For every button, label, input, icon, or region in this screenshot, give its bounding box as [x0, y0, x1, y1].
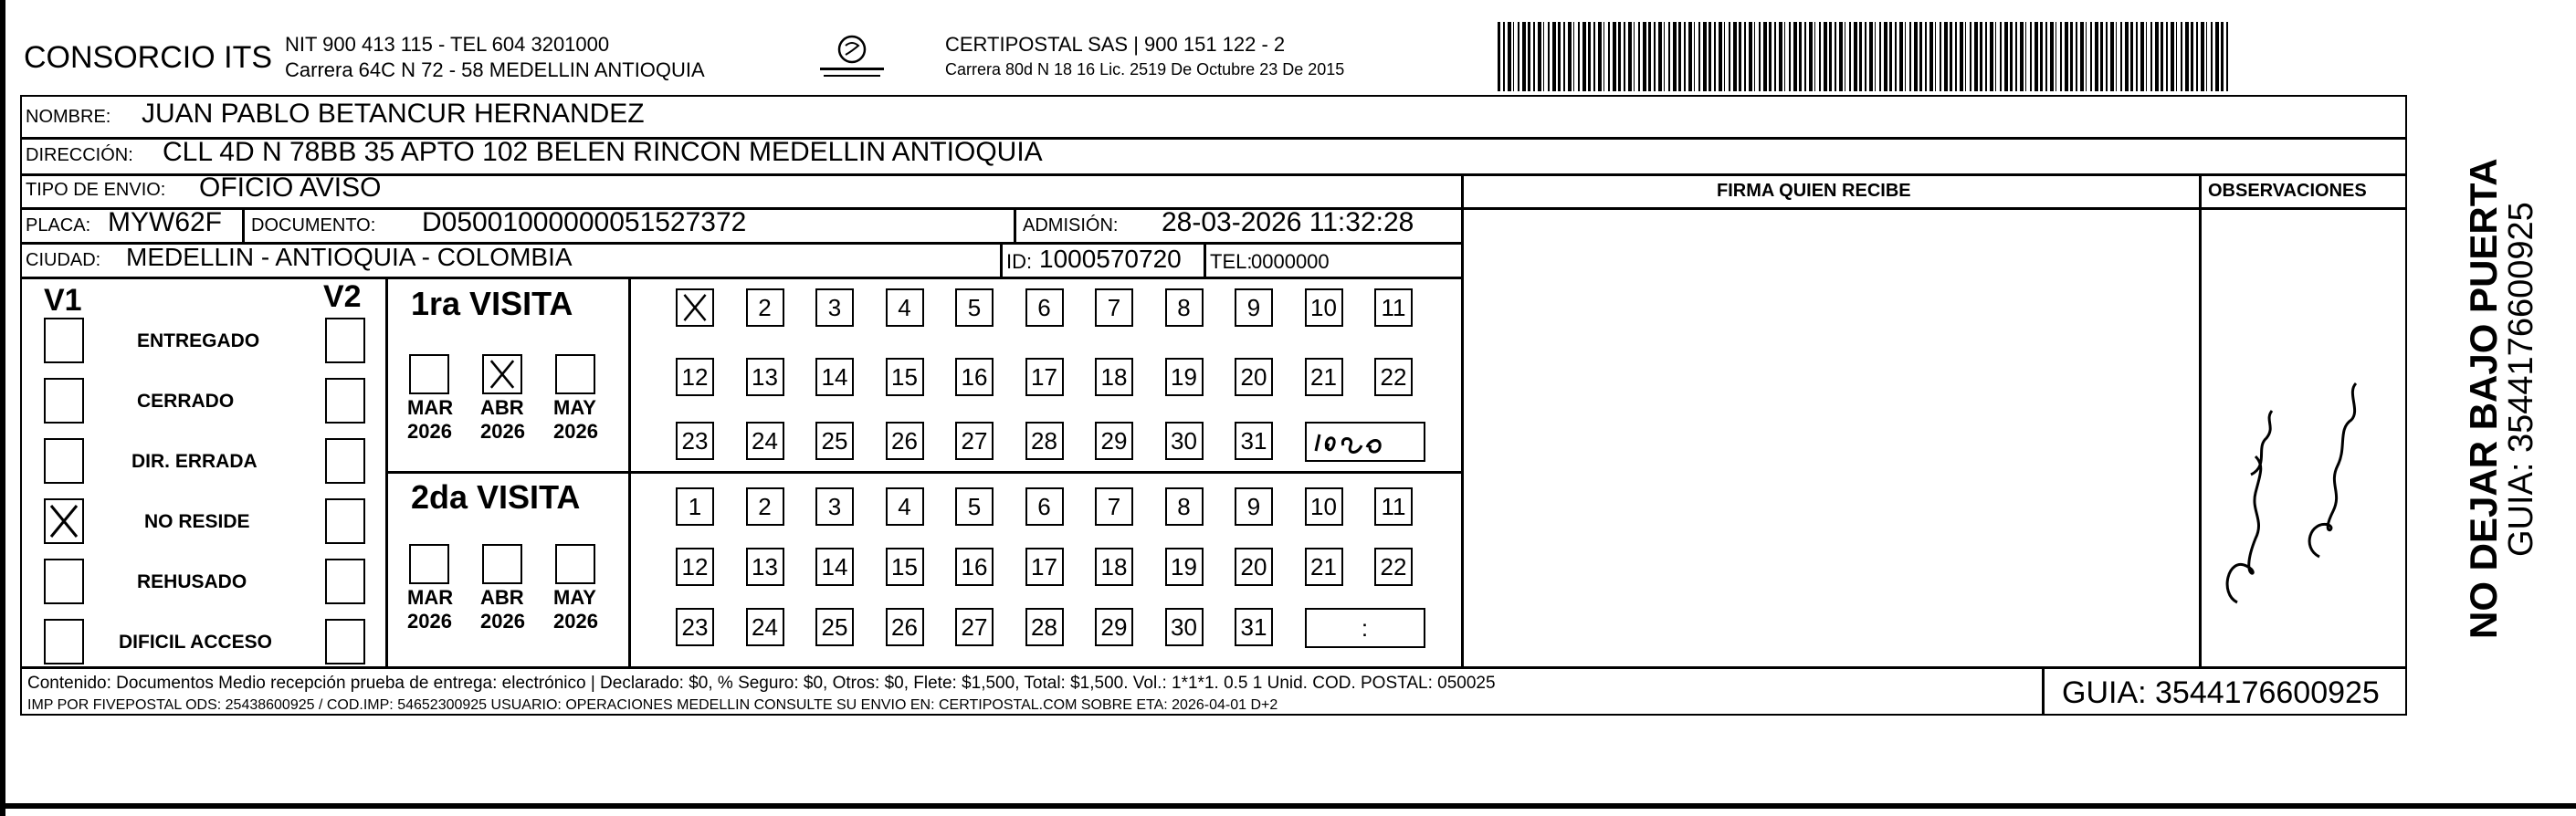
nombre-value: JUAN PABLO BETANCUR HERNANDEZ [142, 99, 645, 129]
day-box[interactable]: 23 [676, 422, 714, 460]
id-value: 1000570720 [1039, 245, 1182, 273]
visit1-title: 1ra VISITA [411, 285, 573, 322]
year-label: 2026 [407, 420, 452, 443]
year-label: 2026 [480, 610, 525, 633]
day-box[interactable]: 7 [1095, 288, 1133, 327]
day-box[interactable]: 22 [1374, 358, 1413, 396]
side-guia: GUIA: 3544176600925 [2502, 202, 2540, 557]
day-box[interactable]: 24 [746, 608, 784, 646]
day-box[interactable]: 14 [815, 548, 854, 586]
day-box[interactable]: 15 [886, 548, 924, 586]
side-warning: NO DEJAR BAJO PUERTA [2462, 158, 2505, 639]
placa-label: PLACA: [26, 215, 91, 235]
status-v1-checkbox[interactable] [44, 438, 84, 484]
ciudad-value: MEDELLIN - ANTIOQUIA - COLOMBIA [126, 243, 573, 271]
day-box[interactable]: 18 [1095, 358, 1133, 396]
firma-label: FIRMA QUIEN RECIBE [1717, 181, 1911, 201]
status-label: NO RESIDE [144, 511, 250, 532]
day-box[interactable]: 13 [746, 548, 784, 586]
month-checkbox[interactable] [555, 354, 595, 394]
certipostal-logo [811, 33, 893, 84]
status-label: CERRADO [137, 391, 235, 412]
status-label: REHUSADO [137, 571, 247, 592]
footer-guia: GUIA: 3544176600925 [2062, 675, 2380, 710]
month-label: ABR [480, 396, 524, 419]
day-box[interactable] [676, 288, 714, 327]
left-border [0, 0, 5, 816]
admision-sep [1014, 207, 1016, 242]
nombre-label: NOMBRE: [26, 107, 111, 127]
day-box[interactable]: 29 [1095, 422, 1133, 460]
company-nit: NIT 900 413 115 - TEL 604 3201000 [285, 33, 610, 56]
id-sep [1000, 242, 1003, 277]
bottom-border [0, 803, 2576, 809]
day-box[interactable]: 3 [815, 487, 854, 526]
day-box[interactable]: 5 [955, 288, 994, 327]
id-label: ID: [1006, 250, 1033, 273]
month-label: ABR [480, 586, 524, 609]
day-box[interactable]: 17 [1025, 548, 1064, 586]
day-box[interactable]: 30 [1165, 422, 1204, 460]
month-label: MAR [407, 586, 454, 609]
documento-value: D05001000000051527372 [422, 207, 747, 237]
day-box[interactable]: 28 [1025, 422, 1064, 460]
barcode [1498, 22, 2228, 91]
day-box[interactable]: 13 [746, 358, 784, 396]
footer-line1: Contenido: Documentos Medio recepción prueba de entrega: electrónico | Declarado: $0, % Seguro: $0, Otros: $0, Flete: $1,500, Total: $1,500. Vol.: 1*1*1. 0.5 1 Unid. COD. POSTAL: 050025 [27, 674, 1496, 693]
observaciones-label: OBSERVACIONES [2208, 181, 2367, 201]
day-box[interactable]: 19 [1165, 548, 1204, 586]
row-line-5 [20, 277, 1461, 279]
status-v2-checkbox[interactable] [325, 438, 365, 484]
row-line-footer [20, 666, 2407, 669]
month-checkbox[interactable] [555, 544, 595, 584]
documento-label: DOCUMENTO: [251, 215, 376, 235]
observaciones-handwriting [2201, 329, 2402, 639]
day-box[interactable]: 23 [676, 608, 714, 646]
month-label: MAR [407, 396, 454, 419]
day-box[interactable]: 12 [676, 358, 714, 396]
status-label: ENTREGADO [137, 330, 260, 351]
placa-sep [242, 207, 245, 242]
month-label: MAY [553, 586, 596, 609]
direccion-value: CLL 4D N 78BB 35 APTO 102 BELEN RINCON MEDELLIN ANTIOQUIA [163, 137, 1043, 167]
company-name: CONSORCIO ITS [24, 40, 273, 75]
year-label: 2026 [553, 420, 598, 443]
day-box[interactable]: 26 [886, 608, 924, 646]
day-box[interactable]: 8 [1165, 487, 1204, 526]
day-box[interactable]: 16 [955, 548, 994, 586]
day-box[interactable]: 20 [1235, 358, 1273, 396]
footer-guia-sep [2042, 666, 2045, 716]
tipo-envio-label: TIPO DE ENVIO: [26, 180, 166, 200]
day-box[interactable]: 25 [815, 608, 854, 646]
day-box[interactable]: 18 [1095, 548, 1133, 586]
day-box[interactable]: 27 [955, 608, 994, 646]
tel-label: TEL: [1210, 250, 1253, 273]
day-box[interactable]: 4 [886, 487, 924, 526]
day-box[interactable]: 6 [1025, 487, 1064, 526]
company-address: Carrera 64C N 72 - 58 MEDELLIN ANTIOQUIA [285, 58, 705, 81]
day-box[interactable]: 3 [815, 288, 854, 327]
certipostal-line2: Carrera 80d N 18 16 Lic. 2519 De Octubre 23 De 2015 [945, 60, 1345, 78]
time-box[interactable]: : [1305, 608, 1425, 648]
ciudad-label: CIUDAD: [26, 250, 101, 270]
tipo-envio-value: OFICIO AVISO [199, 173, 382, 203]
day-box[interactable]: 22 [1374, 548, 1413, 586]
day-box[interactable]: 31 [1235, 608, 1273, 646]
day-box[interactable]: 20 [1235, 548, 1273, 586]
footer-line2: IMP POR FIVEPOSTAL ODS: 25438600925 / COD.IMP: 54652300925 USUARIO: OPERACIONES MEDELLIN CONSULTE SU ENVIO EN: CERTIPOSTAL.COM SOBRE ETA: 2026-04-01 D+2 [27, 697, 1278, 713]
status-v2-checkbox[interactable] [325, 559, 365, 604]
placa-value: MYW62F [108, 207, 223, 237]
day-box[interactable]: 21 [1305, 358, 1343, 396]
time-box[interactable] [1305, 422, 1425, 462]
day-box[interactable]: 11 [1374, 487, 1413, 526]
day-box[interactable]: 27 [955, 422, 994, 460]
month-label: MAY [553, 396, 596, 419]
day-box[interactable]: 8 [1165, 288, 1204, 327]
day-box[interactable]: 31 [1235, 422, 1273, 460]
status-v2-checkbox[interactable] [325, 619, 365, 664]
day-box[interactable]: 26 [886, 422, 924, 460]
status-v1-checkbox[interactable] [44, 318, 84, 363]
day-box[interactable]: 16 [955, 358, 994, 396]
admision-label: ADMISIÓN: [1023, 215, 1119, 235]
day-box[interactable]: 1 [676, 487, 714, 526]
admision-value: 28-03-2026 11:32:28 [1162, 207, 1414, 237]
day-box[interactable]: 2 [746, 487, 784, 526]
direccion-label: DIRECCIÓN: [26, 145, 133, 165]
status-label: DIR. ERRADA [131, 451, 258, 472]
day-box[interactable]: 10 [1305, 288, 1343, 327]
certipostal-line1: CERTIPOSTAL SAS | 900 151 122 - 2 [945, 33, 1286, 56]
day-box[interactable]: 9 [1235, 288, 1273, 327]
visit-divider [385, 471, 1461, 474]
day-box[interactable]: 9 [1235, 487, 1273, 526]
day-box[interactable]: 5 [955, 487, 994, 526]
status-v1-checkbox[interactable] [44, 378, 84, 424]
month-checkbox[interactable] [482, 544, 522, 584]
day-box[interactable]: 25 [815, 422, 854, 460]
year-label: 2026 [553, 610, 598, 633]
day-box[interactable]: 30 [1165, 608, 1204, 646]
day-box[interactable]: 15 [886, 358, 924, 396]
status-v1-checkbox[interactable] [44, 619, 84, 664]
tel-value: 0000000 [1251, 250, 1330, 273]
tel-sep [1204, 242, 1206, 277]
year-label: 2026 [480, 420, 525, 443]
day-box[interactable]: 24 [746, 422, 784, 460]
month-checkbox[interactable] [482, 354, 522, 394]
day-box[interactable]: 11 [1374, 288, 1413, 327]
day-box[interactable]: 2 [746, 288, 784, 327]
status-label: DIFICIL ACCESO [119, 632, 273, 653]
day-box[interactable]: 6 [1025, 288, 1064, 327]
row-line-firma [1461, 207, 2407, 210]
day-box[interactable]: 28 [1025, 608, 1064, 646]
status-v1-checkbox[interactable] [44, 559, 84, 604]
day-box[interactable]: 17 [1025, 358, 1064, 396]
day-box[interactable]: 21 [1305, 548, 1343, 586]
day-box[interactable]: 12 [676, 548, 714, 586]
day-box[interactable]: 7 [1095, 487, 1133, 526]
day-box[interactable]: 29 [1095, 608, 1133, 646]
day-box[interactable]: 19 [1165, 358, 1204, 396]
status-v2-checkbox[interactable] [325, 498, 365, 544]
firma-left-line [1461, 173, 1464, 666]
status-v2-checkbox[interactable] [325, 318, 365, 363]
day-box[interactable]: 14 [815, 358, 854, 396]
v2-label: V2 [323, 279, 362, 314]
status-v1-checkbox[interactable] [44, 498, 84, 544]
month-checkbox[interactable] [409, 544, 449, 584]
status-v2-checkbox[interactable] [325, 378, 365, 424]
v1-label: V1 [44, 283, 82, 318]
day-box[interactable]: 4 [886, 288, 924, 327]
day-box[interactable]: 10 [1305, 487, 1343, 526]
year-label: 2026 [407, 610, 452, 633]
visit2-title: 2da VISITA [411, 478, 581, 516]
month-checkbox[interactable] [409, 354, 449, 394]
